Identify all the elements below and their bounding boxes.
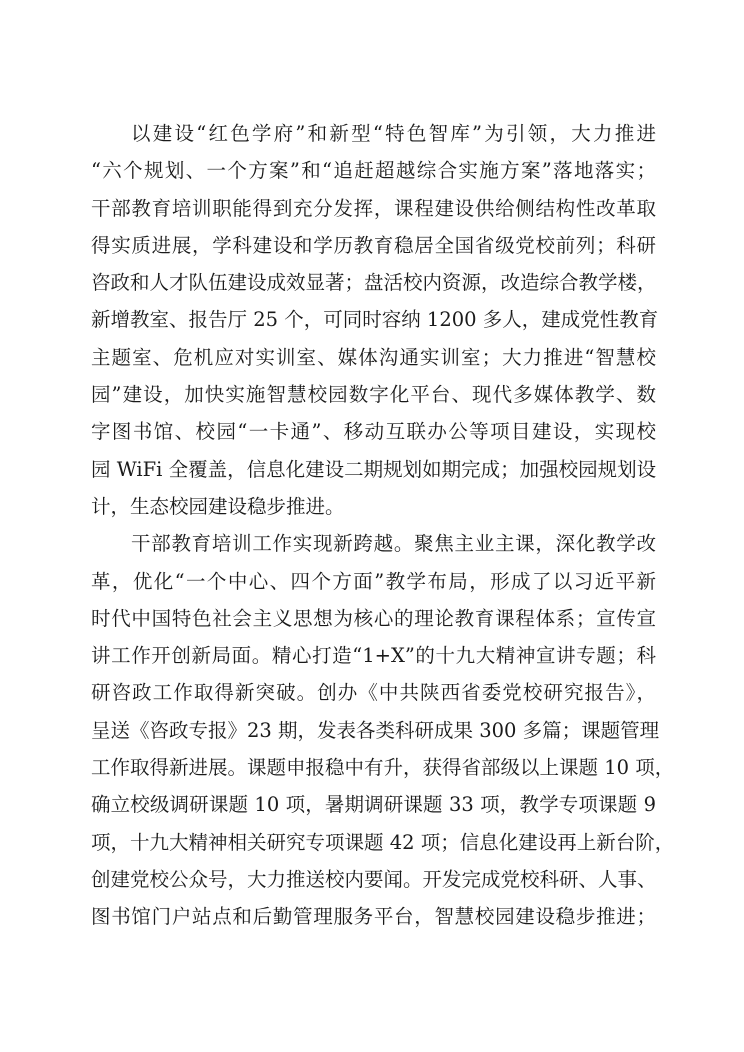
text-line: 新增教室、报告厅 25 个，可同时容纳 1200 多人，建成党性教育 xyxy=(91,308,659,332)
text-line: 计，生态校园建设稳步推进。 xyxy=(91,494,345,518)
text-line: 工作取得新进展。课题申报稳中有升，获得省部级以上课题 10 项， xyxy=(91,756,675,780)
text-line: 干部教育培训职能得到充分发挥，课程建设供给侧结构性改革取 xyxy=(91,196,656,220)
text-line: 项，十九大精神相关研究专项课题 42 项；信息化建设再上新台阶， xyxy=(91,830,675,854)
text-line: 时代中国特色社会主义思想为核心的理论教育课程体系；宣传宣 xyxy=(91,606,656,630)
text-line: 呈送《咨政专报》23 期，发表各类科研成果 300 多篇；课题管理 xyxy=(91,718,660,742)
document-page xyxy=(91,115,675,936)
text-line: 主题室、危机应对实训室、媒体沟通实训室；大力推进“智慧校 xyxy=(91,345,656,369)
text-line: 得实质进展，学科建设和学历教育稳居全国省级党校前列；科研 xyxy=(91,233,656,257)
text-line: 园 WiFi 全覆盖，信息化建设二期规划如期完成；加强校园规划设 xyxy=(91,457,657,481)
text-line: 园”建设，加快实施智慧校园数字化平台、现代多媒体教学、数 xyxy=(91,383,656,407)
text-line: 革，优化“一个中心、四个方面”教学布局，形成了以习近平新 xyxy=(91,569,656,593)
text-line: 以建设“红色学府”和新型“特色智库”为引领，大力推进 xyxy=(131,122,656,145)
paragraph-campus-construction xyxy=(91,115,659,525)
paragraph-cadre-training xyxy=(91,525,675,935)
text-line: 讲工作开创新局面。精心打造“1+X”的十九大精神宣讲专题；科 xyxy=(91,644,656,668)
text-line: “六个规划、一个方案”和“追赶超越综合实施方案”落地落实； xyxy=(91,159,656,183)
text-line: 确立校级调研课题 10 项，暑期调研课题 33 项，教学专项课题 9 xyxy=(91,793,656,817)
text-line: 干部教育培训工作实现新跨越。聚焦主业主课，深化教学改 xyxy=(131,532,656,556)
text-line: 研咨政工作取得新突破。创办《中共陕西省委党校研究报告》， xyxy=(91,681,656,705)
text-line: 咨政和人才队伍建设成效显著；盘活校内资源，改造综合教学楼， xyxy=(91,271,657,295)
text-line: 创建党校公众号，大力推送校内要闻。开发完成党校科研、人事、 xyxy=(91,867,657,891)
text-line: 字图书馆、校园“一卡通”、移动互联办公等项目建设，实现校 xyxy=(91,420,656,444)
text-line: 图书馆门户站点和后勤管理服务平台，智慧校园建设稳步推进； xyxy=(91,905,656,929)
